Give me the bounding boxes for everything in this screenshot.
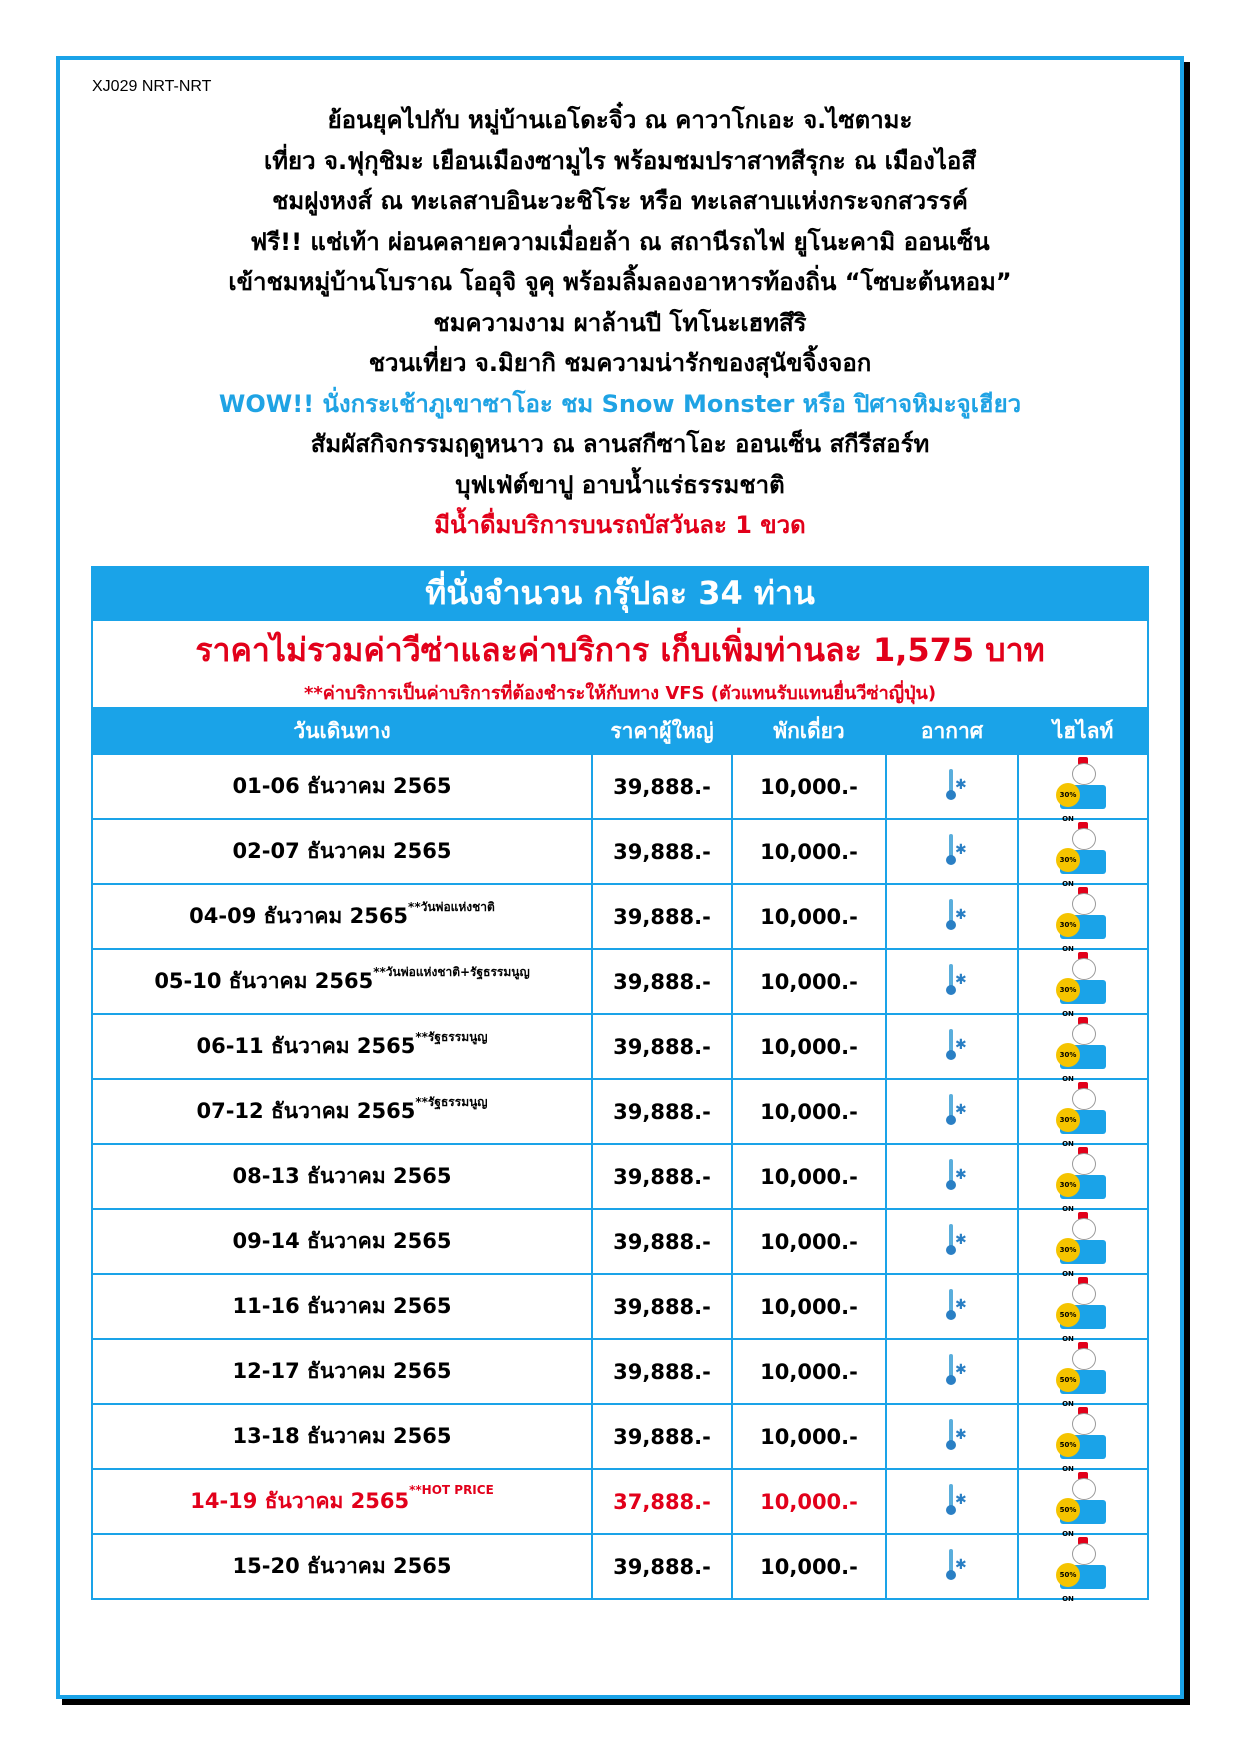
adult-price: 39,888.- [592, 1534, 732, 1599]
weather-cell [886, 1209, 1018, 1274]
table-body [92, 754, 1148, 1603]
single-supplement: 10,000.- [732, 1469, 886, 1534]
thermometer-snow-icon: ✱ [941, 1287, 963, 1321]
badge-label: 30% ON [1056, 1043, 1080, 1067]
date-cell [92, 1209, 592, 1274]
thermometer-snow-icon: ✱ [941, 1027, 963, 1061]
snow-monster-badge-icon [1054, 1275, 1112, 1343]
visa-cell [92, 620, 1148, 708]
date-cell [92, 1014, 592, 1079]
adult-price: 39,888.- [592, 1404, 732, 1469]
highlight-cell [1018, 1274, 1148, 1343]
headline-line: มีน้ำดื่มบริการบนรถบัสวันละ 1 ขวด [434, 511, 806, 539]
highlight-cell [1018, 1079, 1148, 1148]
date-cell [92, 1079, 592, 1144]
badge-label: 50% ON [1056, 1368, 1080, 1392]
weather-cell [886, 949, 1018, 1014]
badge-label: 50% ON [1056, 1303, 1080, 1327]
weather-cell [886, 754, 1018, 819]
adult-price: 39,888.- [592, 1144, 732, 1209]
tour-code: XJ029 NRT-NRT [92, 78, 212, 95]
price-table [91, 566, 1149, 1603]
col-header-single: พักเดี่ยว [732, 708, 886, 754]
table-header [92, 708, 1148, 754]
highlight-cell [1018, 819, 1148, 888]
thermometer-snow-icon: ✱ [941, 1352, 963, 1386]
adult-price: 39,888.- [592, 1079, 732, 1144]
thermometer-snow-icon: ✱ [941, 767, 963, 801]
highlight-cell [1018, 1014, 1148, 1083]
badge-label: 30% ON [1056, 1108, 1080, 1132]
travel-date: 14-19 ธันวาคม 2565 [190, 1489, 410, 1513]
highlight-cell [1018, 754, 1148, 823]
single-supplement: 10,000.- [732, 1014, 886, 1079]
snow-monster-badge-icon [1054, 1470, 1112, 1538]
snow-monster-badge-icon [1054, 885, 1112, 953]
headline-line: ชวนเที่ยว จ.มิยากิ ชมความน่ารักของสุนัขจิ้งจอก [368, 349, 872, 377]
travel-date: 02-07 ธันวาคม 2565 [232, 839, 452, 863]
visa-row [92, 620, 1148, 708]
thermometer-snow-icon: ✱ [941, 832, 963, 866]
headline-line: ชมความงาม ผาล้านปี โทโนะเฮทสึริ [433, 308, 807, 337]
snow-monster-badge-icon [1054, 1210, 1112, 1278]
travel-date: 12-17 ธันวาคม 2565 [232, 1359, 452, 1383]
snow-monster-badge-icon [1054, 1405, 1112, 1473]
single-supplement: 10,000.- [732, 1209, 886, 1274]
adult-price: 39,888.- [592, 949, 732, 1014]
thermometer-snow-icon: ✱ [941, 1157, 963, 1191]
highlight-cell [1018, 1404, 1148, 1473]
badge-label: 30% ON [1056, 1238, 1080, 1262]
single-supplement: 10,000.- [732, 1274, 886, 1339]
table-row [92, 1404, 1148, 1469]
date-cell [92, 884, 592, 949]
single-supplement: 10,000.- [732, 754, 886, 819]
adult-price: 39,888.- [592, 1014, 732, 1079]
headline-list [60, 100, 1180, 546]
snow-monster-badge-icon [1054, 1080, 1112, 1148]
table-row [92, 949, 1148, 1014]
headline-line: ย้อนยุคไปกับ หมู่บ้านเอโดะจิ๋ว ณ คาวาโกเอะ จ.ไซตามะ [327, 106, 913, 134]
weather-cell [886, 1404, 1018, 1469]
date-note: **HOT PRICE [409, 1483, 494, 1497]
thermometer-snow-icon: ✱ [941, 1092, 963, 1126]
adult-price: 39,888.- [592, 884, 732, 949]
table-row [92, 1144, 1148, 1209]
seat-title: ที่นั่งจำนวน กรุ๊ปละ 34 ท่าน [92, 567, 1148, 620]
thermometer-snow-icon: ✱ [941, 1417, 963, 1451]
col-header-date: วันเดินทาง [92, 708, 592, 754]
weather-cell [886, 1469, 1018, 1534]
weather-cell [886, 819, 1018, 884]
adult-price: 39,888.- [592, 1339, 732, 1404]
weather-cell [886, 1014, 1018, 1079]
travel-date: 04-09 ธันวาคม 2565 [189, 904, 409, 928]
date-cell [92, 1339, 592, 1404]
weather-cell [886, 1144, 1018, 1209]
table-row [92, 1079, 1148, 1144]
thermometer-snow-icon: ✱ [941, 1222, 963, 1256]
badge-label: 30% ON [1056, 848, 1080, 872]
date-cell [92, 1404, 592, 1469]
table-row [92, 1339, 1148, 1404]
table-row [92, 1469, 1148, 1534]
single-supplement: 10,000.- [732, 884, 886, 949]
headline-line: ชมฝูงหงส์ ณ ทะเลสาบอินะวะชิโระ หรือ ทะเลสาบแห่งกระจกสวรรค์ [272, 187, 968, 215]
badge-label: 30% ON [1056, 783, 1080, 807]
weather-cell [886, 884, 1018, 949]
travel-date: 09-14 ธันวาคม 2565 [232, 1229, 452, 1253]
adult-price: 39,888.- [592, 1209, 732, 1274]
travel-date: 08-13 ธันวาคม 2565 [232, 1164, 452, 1188]
headline-line: WOW!! นั่งกระเช้าภูเขาซาโอะ ชม Snow Monster หรือ ปิศาจหิมะจูเฮียว [218, 389, 1022, 418]
date-cell [92, 1144, 592, 1209]
travel-date: 06-11 ธันวาคม 2565 [196, 1034, 416, 1058]
date-note: **วันพ่อแห่งชาติ+รัฐธรรมนูญ [373, 965, 530, 979]
badge-label: 50% ON [1056, 1563, 1080, 1587]
table-row [92, 1274, 1148, 1339]
seat-row [92, 567, 1148, 620]
thermometer-snow-icon: ✱ [941, 897, 963, 931]
date-cell [92, 949, 592, 1014]
snow-monster-badge-icon [1054, 755, 1112, 823]
highlight-cell [1018, 1144, 1148, 1213]
badge-label: 50% ON [1056, 1498, 1080, 1522]
table-row [92, 884, 1148, 949]
travel-date: 13-18 ธันวาคม 2565 [232, 1424, 452, 1448]
adult-price: 39,888.- [592, 819, 732, 884]
adult-price: 39,888.- [592, 1274, 732, 1339]
headline-line: เที่ยว จ.ฟุกุชิมะ เยือนเมืองซามูไร พร้อมชมปราสาทสีรุกะ ณ เมืองไอสึ [264, 146, 976, 175]
date-cell [92, 819, 592, 884]
col-header-weather: อากาศ [886, 708, 1018, 754]
badge-label: 30% ON [1056, 978, 1080, 1002]
thermometer-snow-icon: ✱ [941, 962, 963, 996]
weather-cell [886, 1079, 1018, 1144]
travel-date: 01-06 ธันวาคม 2565 [232, 774, 452, 798]
table-row [92, 1014, 1148, 1079]
single-supplement: 10,000.- [732, 819, 886, 884]
highlight-cell [1018, 1534, 1148, 1603]
single-supplement: 10,000.- [732, 1144, 886, 1209]
badge-label: 50% ON [1056, 1433, 1080, 1457]
headline-line: สัมผัสกิจกรรมฤดูหนาว ณ ลานสกีซาโอะ ออนเซ็น สกีรีสอร์ท [310, 430, 930, 458]
date-cell [92, 1274, 592, 1339]
travel-date: 07-12 ธันวาคม 2565 [196, 1099, 416, 1123]
col-header-price: ราคาผู้ใหญ่ [592, 708, 732, 754]
headline-line: บุฟเฟ่ต์ขาปู อาบน้ำแร่ธรรมชาติ [455, 470, 785, 499]
snow-monster-badge-icon [1054, 1145, 1112, 1213]
page-frame [56, 56, 1184, 1699]
single-supplement: 10,000.- [732, 1404, 886, 1469]
adult-price: 39,888.- [592, 754, 732, 819]
highlight-cell [1018, 1469, 1148, 1538]
weather-cell [886, 1339, 1018, 1404]
weather-cell [886, 1534, 1018, 1599]
table-row [92, 1534, 1148, 1599]
table-row [92, 1209, 1148, 1274]
snow-monster-badge-icon [1054, 820, 1112, 888]
single-supplement: 10,000.- [732, 1079, 886, 1144]
date-cell [92, 754, 592, 819]
date-note: **วันพ่อแห่งชาติ [408, 900, 495, 914]
adult-price: 37,888.- [592, 1469, 732, 1534]
headline-line: เข้าชมหมู่บ้านโบราณ โออุจิ จูคุ พร้อมลิ้มลองอาหารท้องถิ่น “โซบะต้นหอม” [228, 268, 1012, 296]
highlight-cell [1018, 1339, 1148, 1408]
badge-label: 30% ON [1056, 1173, 1080, 1197]
travel-date: 15-20 ธันวาคม 2565 [232, 1554, 452, 1578]
thermometer-snow-icon: ✱ [941, 1547, 963, 1581]
travel-date: 11-16 ธันวาคม 2565 [232, 1294, 452, 1318]
single-supplement: 10,000.- [732, 949, 886, 1014]
snow-monster-badge-icon [1054, 1015, 1112, 1083]
headline-line: ฟรี!! แช่เท้า ผ่อนคลายความเมื่อยล้า ณ สถานีรถไฟ ยูโนะคามิ ออนเซ็น [250, 227, 990, 256]
table-row [92, 819, 1148, 884]
highlight-cell [1018, 949, 1148, 1018]
weather-cell [886, 1274, 1018, 1339]
date-note: **รัฐธรรมนูญ [415, 1030, 488, 1044]
table-row [92, 754, 1148, 819]
highlight-cell [1018, 1209, 1148, 1278]
visa-note: **ค่าบริการเป็นค่าบริการที่ต้องชำระให้กับทาง VFS (ตัวแทนรับแทนยื่นวีซ่าญี่ปุ่น) [303, 683, 937, 704]
thermometer-snow-icon: ✱ [941, 1482, 963, 1516]
visa-title: ราคาไม่รวมค่าวีซ่าและค่าบริการ เก็บเพิ่มท่านละ 1,575 บาท [195, 631, 1045, 669]
snow-monster-badge-icon [1054, 950, 1112, 1018]
date-cell [92, 1534, 592, 1599]
single-supplement: 10,000.- [732, 1534, 886, 1599]
highlight-cell [1018, 884, 1148, 953]
date-note: **รัฐธรรมนูญ [415, 1095, 488, 1109]
date-cell [92, 1469, 592, 1534]
single-supplement: 10,000.- [732, 1339, 886, 1404]
snow-monster-badge-icon [1054, 1535, 1112, 1603]
badge-label: 30% ON [1056, 913, 1080, 937]
snow-monster-badge-icon [1054, 1340, 1112, 1408]
col-header-highlight: ไฮไลท์ [1018, 708, 1148, 754]
travel-date: 05-10 ธันวาคม 2565 [154, 969, 374, 993]
